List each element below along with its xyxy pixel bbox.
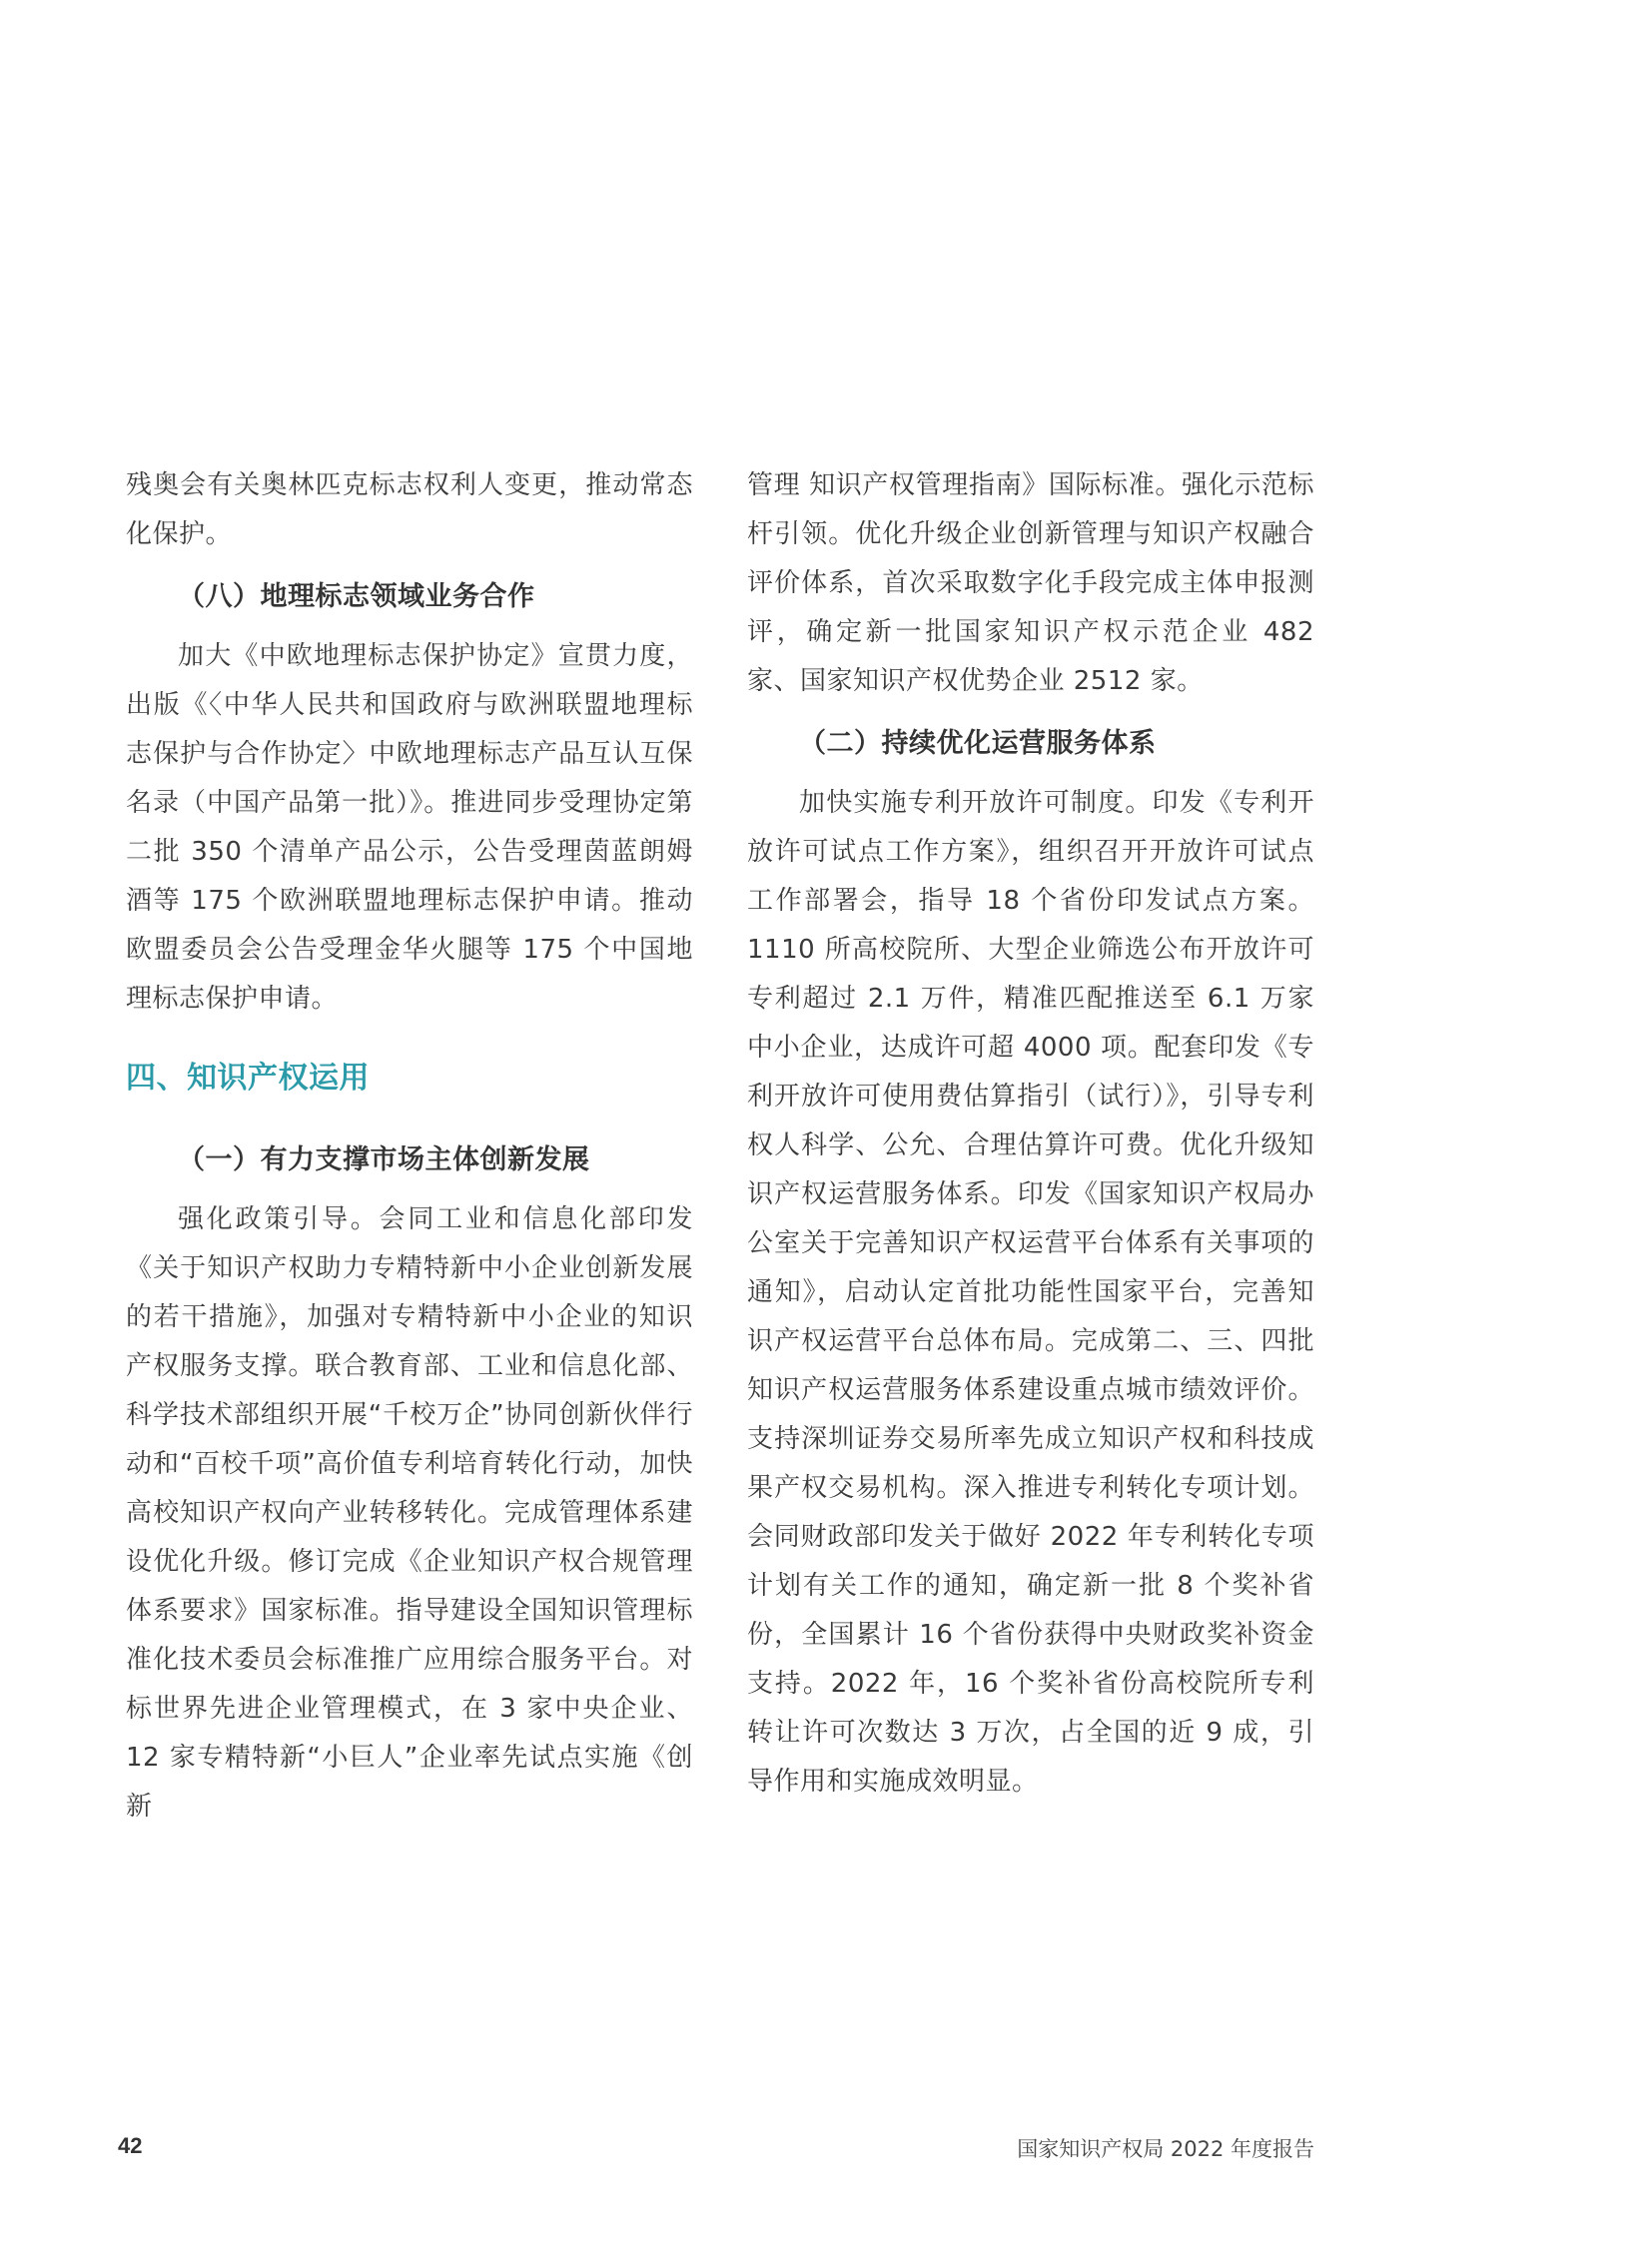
footer-report-title: 国家知识产权局 2022 年度报告 xyxy=(1017,2137,1314,2161)
left-paragraph-2: 加大《中欧地理标志保护协定》宣贯力度，出版《〈中华人民共和国政府与欧洲联盟地理标志保护与合作协定〉中欧地理标志产品互认互保名录（中国产品第一批）》。推进同步受理协定第二批 350 个清单产品公示，公告受理茵蓝朗姆酒等 175 个欧洲联盟地理标志保护申请。推动欧盟委员会公告受理金华火腿等 175 个中国地理标志保护申请。 xyxy=(126,641,693,1014)
subheading-market-innovation: （一）有力支撑市场主体创新发展 xyxy=(178,1144,590,1175)
section-heading-ip-utilization: 四、知识产权运用 xyxy=(126,1061,370,1096)
left-paragraph-3: 强化政策引导。会同工业和信息化部印发《关于知识产权助力专精特新中小企业创新发展的若干措施》，加强对专精特新中小企业的知识产权服务支撑。联合教育部、工业和信息化部、科学技术部组织开展“千校万企”协同创新伙伴行动和“百校千项”高价值专利培育转化行动，加快高校知识产权向产业转移转化。完成管理体系建设优化升级。修订完成《企业知识产权合规管理体系要求》国家标准。指导建设全国知识管理标准化技术委员会标准推广应用综合服务平台。对标世界先进企业管理模式，在 3 家中央企业、12 家专精特新“小巨人”企业率先试点实施《创新 xyxy=(126,1204,693,1822)
right-paragraph-2: 加快实施专利开放许可制度。印发《专利开放许可试点工作方案》，组织召开开放许可试点工作部署会，指导 18 个省份印发试点方案。1110 所高校院所、大型企业筛选公布开放许可专利超过 2.1 万件，精准匹配推送至 6.1 万家中小企业，达成许可超 4000 项。配套印发《专利开放许可使用费估算指引（试行）》，引导专利权人科学、公允、合理估算许可费。优化升级知识产权运营服务体系。印发《国家知识产权局办公室关于完善知识产权运营平台体系有关事项的通知》，启动认定首批功能性国家平台，完善知识产权运营平台总体布局。完成第二、三、四批知识产权运营服务体系建设重点城市绩效评价。支持深圳证券交易所率先成立知识产权和科技成果产权交易机构。深入推进专利转化专项计划。会同财政部印发关于做好 2022 年专利转化专项计划有关工作的通知，确定新一批 8 个奖补省份，全国累计 16 个省份获得中央财政奖补资金支持。2022 年，16 个奖补省份高校院所专利转让许可次数达 3 万次，占全国的近 9 成，引导作用和实施成效明显。 xyxy=(747,788,1314,1797)
right-paragraph-1: 管理 知识产权管理指南》国际标准。强化示范标杆引领。优化升级企业创新管理与知识产权融合评价体系，首次采取数字化手段完成主体申报测评，确定新一批国家知识产权示范企业 482 家、国家知识产权优势企业 2512 家。 xyxy=(747,470,1314,696)
subheading-geographical-indication-cooperation: （八）地理标志领域业务合作 xyxy=(178,581,535,612)
right-column xyxy=(747,461,1314,1807)
subheading-operation-service-system: （二）持续优化运营服务体系 xyxy=(799,728,1157,759)
page-number: 42 xyxy=(118,2133,143,2158)
left-column xyxy=(126,461,693,1832)
left-paragraph-1: 残奥会有关奥林匹克标志权利人变更，推动常态化保护。 xyxy=(126,470,693,549)
